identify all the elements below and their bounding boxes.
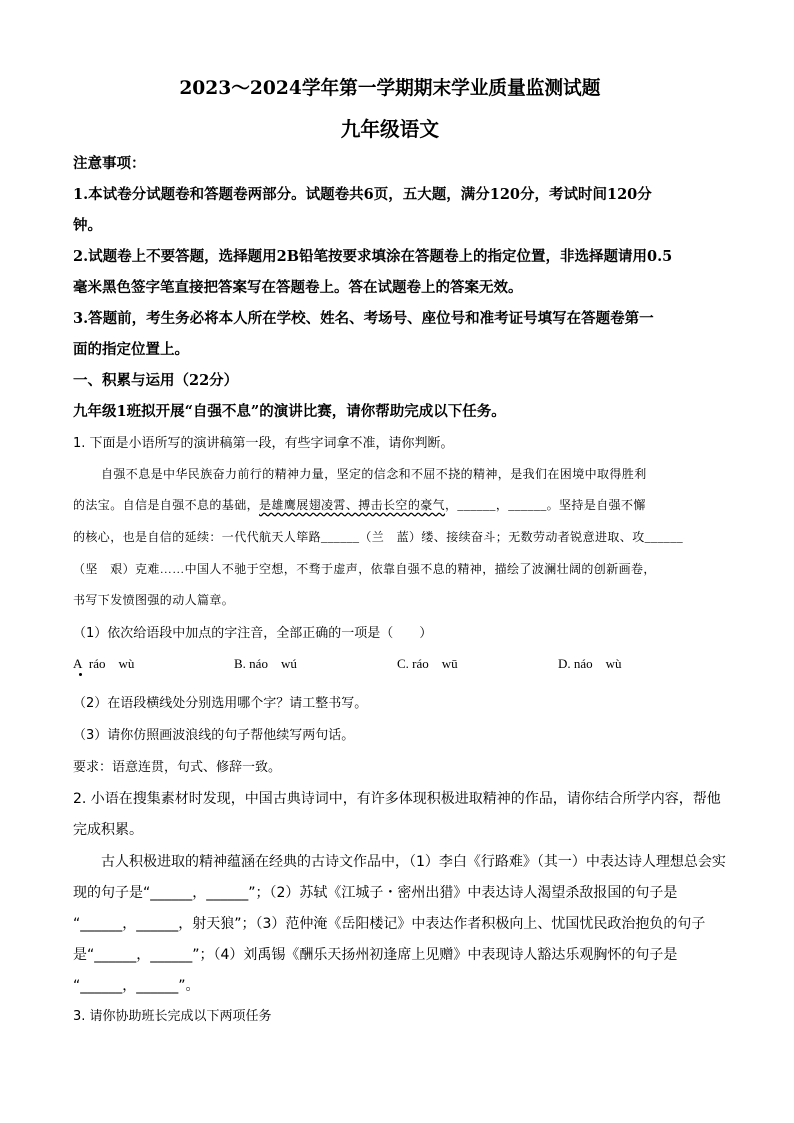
passage-line-4: （坚 艰）克难……中国人不驰于空想，不骛于虚声，依靠自强不息的精神，描绘了波澜壮阔的创新画卷， [73,562,656,576]
question-2-body-line-5: “______，______”。 [73,978,200,994]
passage-line-5: 书写下发愤图强的动人篇章。 [73,593,235,607]
question-2-body-line-2: 现的句子是“______，______”；（2）苏轼《江城子・密州出猎》中表达诗人渴望杀敌报国的句子是 [73,885,678,901]
passage-line-2-start: 的法宝。自信是自强不息的基础， [73,498,260,512]
exam-subtitle: 九年级语文 [340,117,439,141]
notice-item-1-line-2: 钟。 [73,217,102,234]
question-1-sub-2: （2）在语段横线处分别选用哪个字？请工整书写。 [73,696,368,711]
question-2-stem-line-1: 2. 小语在搜集素材时发现，中国古典诗词中，有许多体现积极进取精神的作品，请你结合所学内容，帮他 [73,791,721,807]
question-2-stem-line-2: 完成积累。 [73,822,143,838]
notice-item-2-line-2: 毫米黑色签字笔直接把答案写在答题卷上。答在试题卷上的答案无效。 [73,279,523,296]
question-1-sub-3: （3）请你仿照画波浪线的句子帮他续写两句话。 [73,728,355,743]
notice-item-3-line-1: 3.答题前，考生务必将本人所在学校、姓名、考场号、座位号和准考证号填写在答题卷第一 [73,310,654,327]
option-d-label: D. [558,656,571,671]
notice-heading: 注意事项： [73,155,146,172]
option-c-text: ráo wū [412,656,458,671]
section-1-task: 九年级1班拟开展“自强不息”的演讲比赛，请你帮助完成以下任务。 [73,403,506,420]
question-1-requirement: 要求：语意连贯，句式、修辞一致。 [73,760,282,775]
option-c-label: C. [397,656,409,671]
option-a-label: A [73,656,83,671]
option-b-text: náo wú [249,656,297,671]
notice-item-2-line-1: 2.试题卷上不要答题，选择题用2B铅笔按要求填涂在答题卷上的指定位置，非选择题请用0.5 [73,248,673,265]
question-3-stem: 3. 请你协助班长完成以下两项任务 [73,1009,272,1024]
option-b [234,653,297,672]
question-1-sub-1: （1）依次给语段中加点的字注音，全部正确的一项是（ ） [73,626,433,641]
question-1-stem: 1. 下面是小语所写的演讲稿第一段，有些字词拿不准，请你判断。 [73,436,454,451]
option-a [73,653,134,672]
passage-line-3: 的核心，也是自信的延续：一代代航天人筚路______（兰 蓝）缕、接续奋斗；无数劳动者锐意进取、攻______ [73,530,684,544]
emphasis-dot [79,673,82,676]
option-d [558,653,622,672]
exam-title: 2023～2024学年第一学期期末学业质量监测试题 [179,77,601,99]
notice-item-3-line-2: 面的指定位置上。 [73,341,189,358]
section-1-heading: 一、积累与运用（22分） [73,372,239,389]
option-b-label: B. [234,656,246,671]
option-c [397,653,458,672]
passage-line-2-end: ，______，______。坚持是自强不懈 [445,498,646,512]
passage-line-1: 自强不息是中华民族奋力前行的精神力量，坚定的信念和不屈不挠的精神，是我们在困境中取得胜利 [101,467,647,481]
question-2-body-line-3: “______，______，射天狼”；（3）范仲淹《岳阳楼记》中表达作者积极向上、忧国忧民政治抱负的句子 [73,916,706,932]
question-2-body-line-1: 古人积极进取的精神蕴涵在经典的古诗文作品中，（1）李白《行路难》（其一）中表达诗人理想总会实 [101,854,726,870]
notice-item-1-line-1: 1.本试卷分试题卷和答题卷两部分。试题卷共6页，五大题，满分120分，考试时间120分 [73,186,652,203]
passage-line-2 [73,496,646,513]
question-2-body-line-4: 是“______，______”；（4）刘禹锡《酬乐天扬州初逢席上见赠》中表现诗人豁达乐观胸怀的句子是 [73,947,678,963]
option-a-text: ráo wù [88,656,135,671]
wavy-underlined-sentence: 是雄鹰展翅凌霄、搏击长空的豪气 [259,498,446,512]
option-d-text: náo wù [573,656,622,671]
